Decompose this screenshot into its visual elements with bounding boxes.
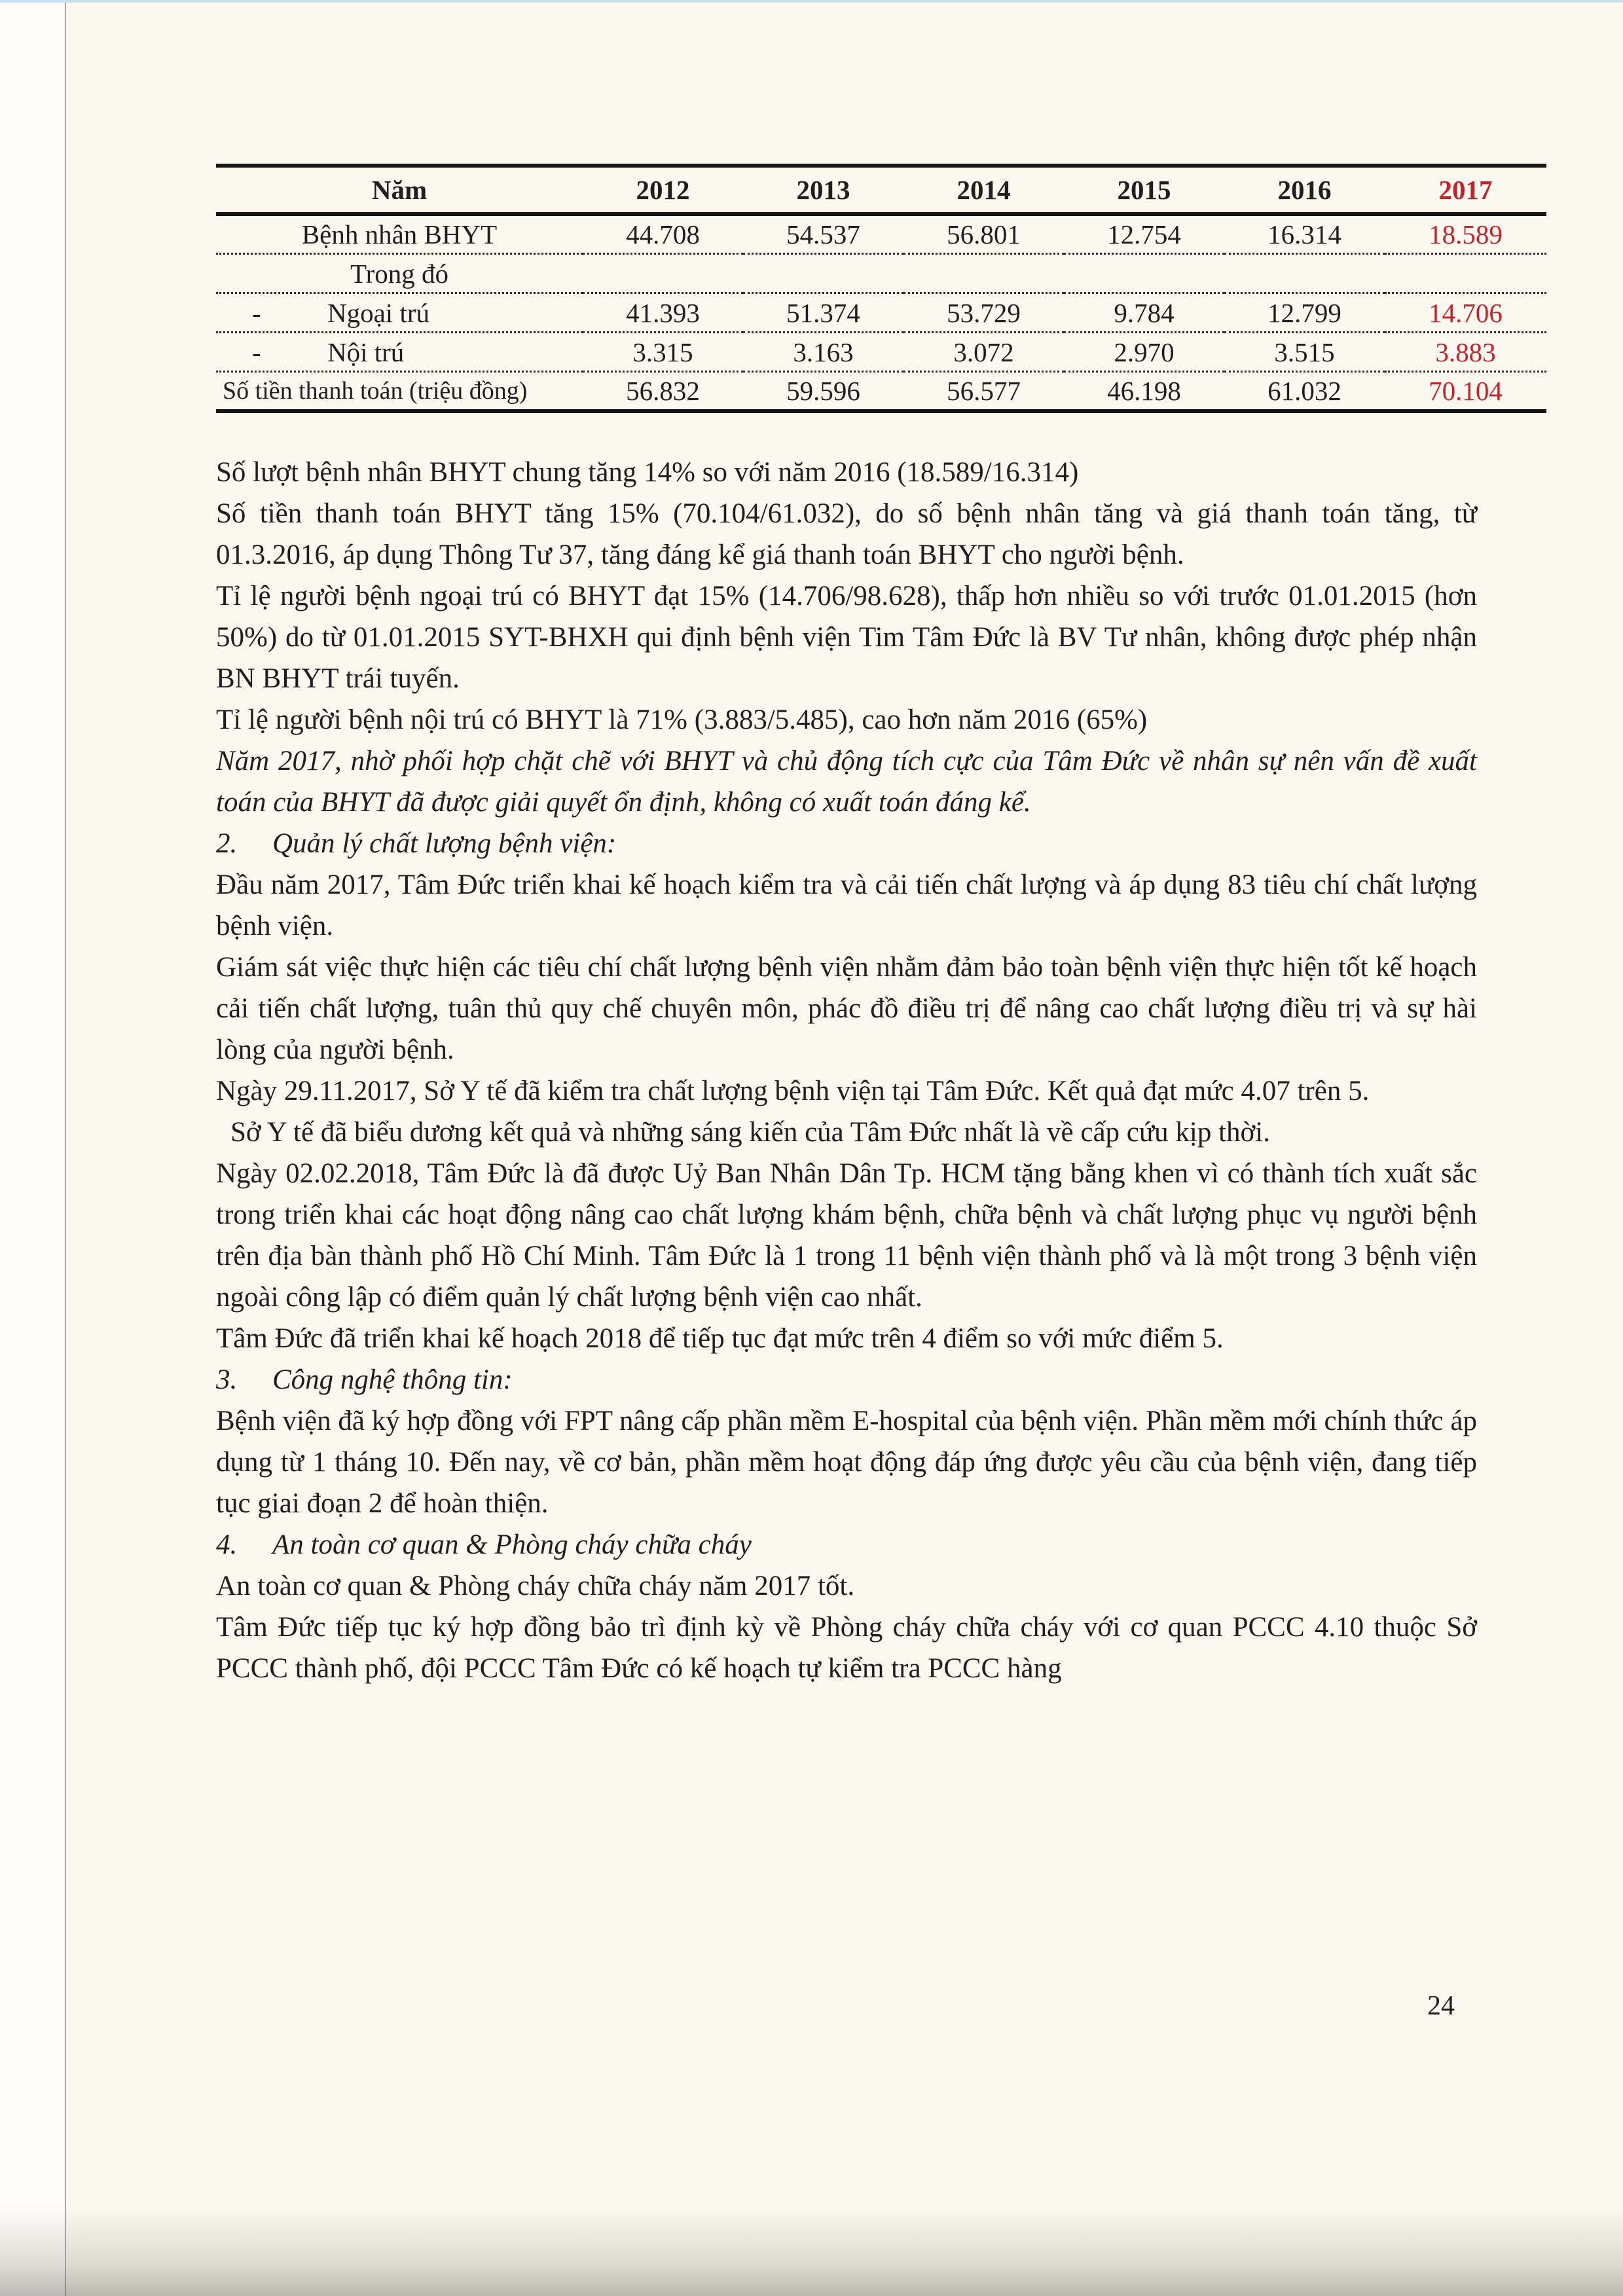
cell-value: 53.729: [947, 297, 1021, 328]
paragraph-it-upgrade: Bệnh viện đã ký hợp đồng với FPT nâng cấp phần mềm E-hospital của bệnh viện. Phần mềm mới chính thức áp dụng từ 1 tháng 10. Đến nay, về cơ bản, phần mềm hoạt động đáp ứng được yêu cầu của bệnh viện, đang tiếp tục giai đoạn 2 để hoàn thiện.: [216, 1406, 1477, 1519]
paragraph-city-award: Ngày 02.02.2018, Tâm Đức là đã được Uỷ Ban Nhân Dân Tp. HCM tặng bằng khen vì có thành tích xuất sắc trong triển khai các hoạt động nâng cao chất lượng khám bệnh, chữa bệnh và chất lượng phục vụ người bệnh trên địa bàn thành phố Hồ Chí Minh. Tâm Đức là 1 trong 11 bệnh viện thành phố và là một trong 3 bệnh viện ngoài công lập có điểm quản lý chất lượng bệnh viện cao nhất.: [216, 1158, 1477, 1313]
paragraph-settlement-note: Năm 2017, nhờ phối hợp chặt chẽ với BHYT và chủ động tích cực của Tâm Đức về nhân sự nên vấn đề xuất toán của BHYT đã được giải quyết ổn định, không có xuất toán đáng kể.: [216, 746, 1477, 818]
section-number: 3.: [216, 1364, 238, 1395]
cell-value-current: 70.104: [1429, 376, 1503, 406]
cell-value: 54.537: [786, 219, 860, 249]
cell-value: 9.784: [1114, 297, 1175, 328]
paragraph-bhyt-payment: Số tiền thanh toán BHYT tăng 15% (70.104/61.032), do số bệnh nhân tăng và giá thanh toán tăng, từ 01.3.2016, áp dụng Thông Tư 37, tăng đáng kể giá thanh toán BHYT cho người bệnh.: [216, 498, 1477, 570]
cell-value-current: 3.883: [1435, 337, 1496, 367]
cell-value: 44.708: [626, 219, 700, 249]
cell-empty: [1064, 254, 1224, 293]
row-label-text: Ngoại trú: [327, 297, 429, 328]
cell-value: 16.314: [1267, 219, 1341, 249]
cell-value: 3.515: [1274, 337, 1335, 367]
cell-value: 12.799: [1267, 297, 1341, 328]
cell-value: 56.577: [947, 376, 1021, 406]
row-label: [216, 293, 583, 333]
cell-value: 3.163: [793, 337, 854, 367]
cell-value: 46.198: [1107, 376, 1181, 406]
cell-value: 2.970: [1114, 337, 1175, 367]
table-header-year: 2013: [796, 175, 850, 205]
cell-empty: [1224, 254, 1385, 293]
section-number: 2.: [216, 828, 238, 859]
table-row-ngoai-tru: [216, 293, 1546, 333]
paragraph-bhyt-visits: Số lượt bệnh nhân BHYT chung tăng 14% so với năm 2016 (18.589/16.314): [216, 457, 1079, 488]
row-label: Trong đó: [350, 258, 448, 289]
section-heading-quality: [216, 823, 1477, 864]
paragraph-plan-2018: Tâm Đức đã triển khai kế hoạch 2018 để tiếp tục đạt mức trên 4 điểm so với mức điểm 5.: [216, 1323, 1224, 1354]
body-text: [216, 452, 1477, 1689]
cell-value: 51.374: [786, 297, 860, 328]
section-heading-it: [216, 1359, 1477, 1400]
table-header-row: [216, 166, 1546, 214]
section-number: 4.: [216, 1529, 238, 1560]
paragraph-outpatient-rate: Tỉ lệ người bệnh ngoại trú có BHYT đạt 15% (14.706/98.628), thấp hơn nhiều so với trước 01.01.2015 (hơn 50%) do từ 01.01.2015 SYT-BHXH qui định bệnh viện Tim Tâm Đức là BV Tư nhân, không được phép nhận BN BHYT trái tuyến.: [216, 581, 1477, 694]
cell-value-current: 18.589: [1429, 219, 1503, 249]
cell-empty: [903, 254, 1064, 293]
scan-shadow-bottom: [0, 2208, 1623, 2296]
section-title: Quản lý chất lượng bệnh viện:: [272, 828, 617, 859]
table-header-year: 2014: [957, 175, 1011, 205]
paragraph-inpatient-rate: Tỉ lệ người bệnh nội trú có BHYT là 71% (3.883/5.485), cao hơn năm 2016 (65%): [216, 704, 1148, 735]
paragraph-doh-commendation: Sở Y tế đã biểu dương kết quả và những sáng kiến của Tâm Đức nhất là về cấp cứu kịp thời.: [230, 1117, 1270, 1148]
table-row-so-tien: [216, 372, 1546, 412]
cell-value: 3.315: [632, 337, 693, 367]
cell-value: 56.801: [947, 219, 1021, 249]
table-header-year: 2016: [1277, 175, 1332, 205]
row-label-text: Nội trú: [327, 337, 405, 367]
section-title: An toàn cơ quan & Phòng cháy chữa cháy: [272, 1529, 752, 1560]
row-label: Số tiền thanh toán (triệu đồng): [223, 377, 528, 405]
paragraph-doh-inspection: Ngày 29.11.2017, Sở Y tế đã kiểm tra chất lượng bệnh viện tại Tâm Đức. Kết quả đạt mức 4.07 trên 5.: [216, 1076, 1370, 1106]
dash-bullet: -: [252, 297, 261, 328]
row-label: Bệnh nhân BHYT: [301, 219, 498, 249]
paragraph-pccc-contract: Tâm Đức tiếp tục ký hợp đồng bảo trì định kỳ về Phòng cháy chữa cháy với cơ quan PCCC 4.10 thuộc Sở PCCC thành phố, đội PCCC Tâm Đức có kế hoạch tự kiểm tra PCCC hàng: [216, 1612, 1477, 1684]
paragraph-quality-monitor: Giám sát việc thực hiện các tiêu chí chất lượng bệnh viện nhằm đảm bảo toàn bệnh viện thực hiện tốt kế hoạch cải tiến chất lượng, tuân thủ quy chế chuyên môn, phác đồ điều trị để nâng cao chất lượng điều trị và sự hài lòng của người bệnh.: [216, 952, 1477, 1065]
cell-value: 61.032: [1267, 376, 1341, 406]
scan-edge-top: [0, 0, 1623, 3]
cell-empty: [583, 254, 743, 293]
cell-value-current: 14.706: [1429, 297, 1503, 328]
cell-value: 3.072: [953, 337, 1014, 367]
page-number: 24: [1427, 1991, 1455, 2021]
table-row-trong-do: [216, 254, 1546, 293]
table-header-year: 2012: [636, 175, 690, 205]
cell-value: 41.393: [626, 297, 700, 328]
paragraph-quality-plan: Đầu năm 2017, Tâm Đức triển khai kế hoạch kiểm tra và cải tiến chất lượng và áp dụng 83 tiêu chí chất lượng bệnh viện.: [216, 869, 1477, 941]
left-margin-line: [65, 0, 66, 2296]
table-header-year: 2015: [1117, 175, 1171, 205]
section-title: Công nghệ thông tin:: [272, 1364, 513, 1395]
row-label: [216, 333, 583, 372]
table-row-noi-tru: [216, 333, 1546, 372]
cell-value: 12.754: [1107, 219, 1181, 249]
cell-empty: [743, 254, 903, 293]
table-header-nam: Năm: [371, 175, 428, 205]
table-header-year-current: 2017: [1438, 175, 1493, 205]
paragraph-safety-status: An toàn cơ quan & Phòng cháy chữa cháy năm 2017 tốt.: [216, 1571, 855, 1601]
scan-left-strip: [0, 0, 65, 2296]
cell-empty: [1385, 254, 1546, 293]
table-row-benh-nhan-bhyt: [216, 214, 1546, 254]
dash-bullet: -: [252, 337, 261, 367]
cell-value: 56.832: [626, 376, 700, 406]
cell-value: 59.596: [786, 376, 860, 406]
section-heading-safety: [216, 1524, 1477, 1565]
bhyt-statistics-table: [216, 164, 1546, 413]
